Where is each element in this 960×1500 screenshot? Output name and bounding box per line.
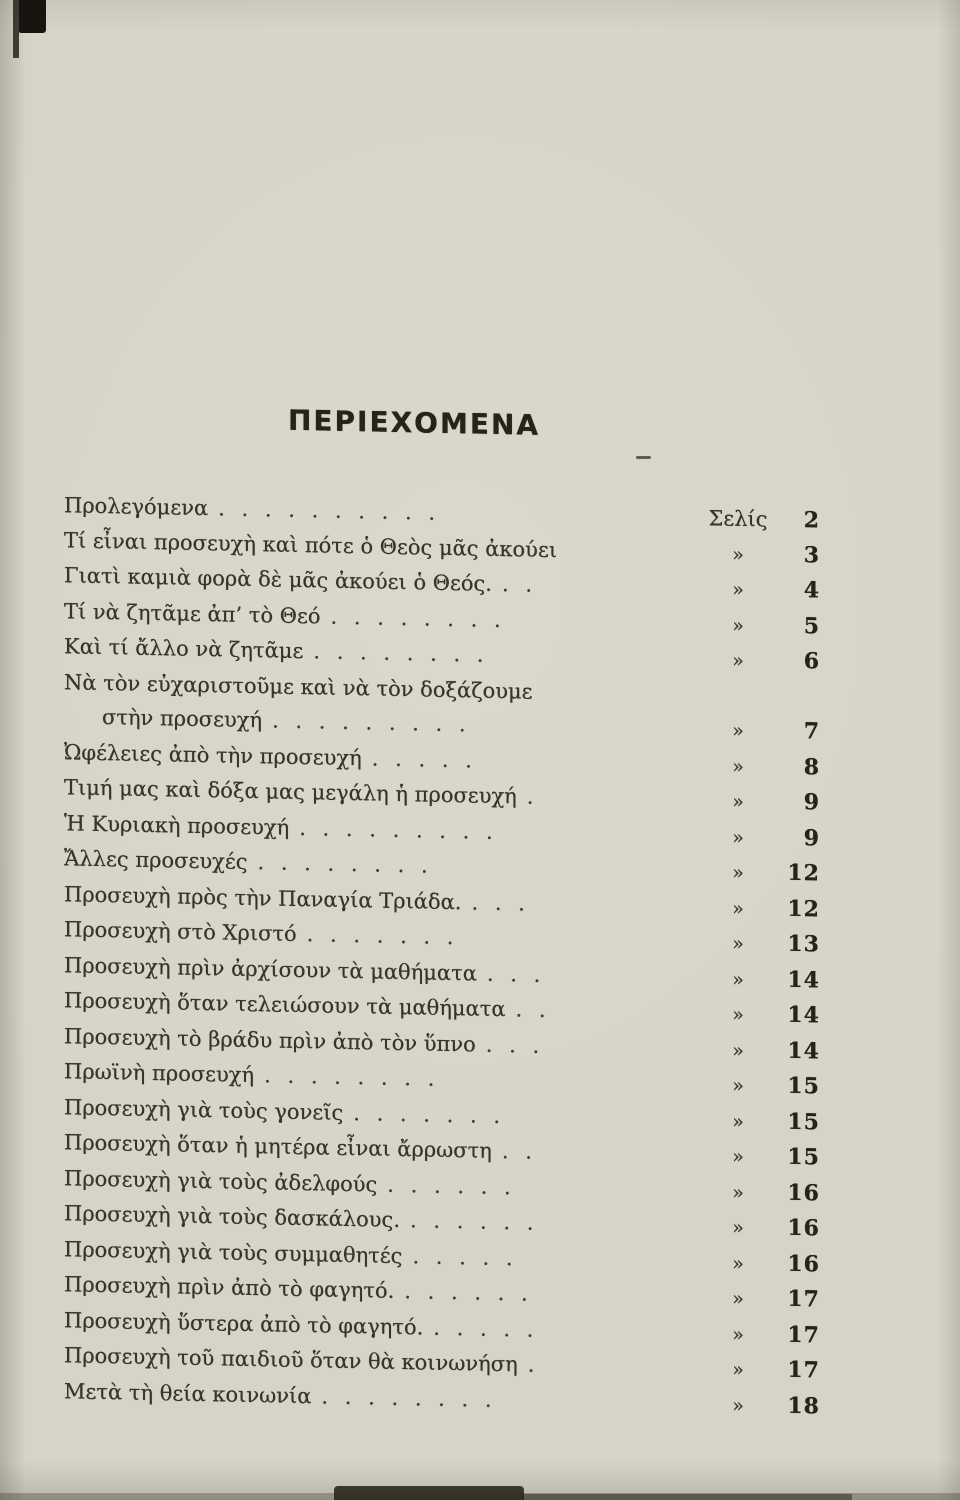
dot-leader: . . . . . [412,1243,514,1270]
page-number: 2 [803,507,820,534]
dot-leader: . . . . . . . . . [272,708,467,737]
page-number: 17 [787,1285,820,1313]
page-number: 15 [787,1072,820,1100]
dot-leader: . . . . . . . . . . [218,496,437,525]
page-number: 14 [787,1037,820,1064]
page-number: 4 [803,577,820,604]
toc-entry-text: Προσευχὴ τὸ βράδυ πρὶν ἀπὸ τὸν ὕπνο [64,1023,476,1057]
toc-entry-text: Προσευχὴ πρὸς τὴν Παναγία Τριάδα. [64,881,462,914]
page-number: 8 [803,753,820,780]
page-marker: » [732,755,744,778]
toc-entry-text: Ὠφέλειες ἀπὸ τὴν προσευχή [64,739,362,770]
toc-entry-text: Τί νὰ ζητᾶμε ἀπ’ τὸ Θεό [64,598,321,628]
dot-leader: . . . . . . . [353,1100,501,1128]
dot-leader [557,557,706,560]
page-marker: » [732,861,744,884]
toc-entry-text: Προσευχὴ γιὰ τοὺς ἀδελφούς [64,1165,378,1197]
dot-leader: . . . . . . [387,1172,512,1199]
page-number: 12 [787,859,820,887]
page-marker: » [732,968,744,991]
page-number: 7 [803,718,820,745]
toc-entry-text: Προσευχὴ γιὰ τοὺς δασκάλους. [64,1201,400,1233]
dot-leader: . . . . . [433,1315,535,1342]
page-number: 14 [787,1001,820,1029]
dot-leader: . . . [486,961,542,987]
page-number: 16 [787,1250,820,1277]
page-marker: » [732,932,744,955]
page-number: 13 [787,930,820,958]
page-marker: » [732,826,744,849]
dot-leader: . . [501,572,533,597]
page-marker: Σελίς [708,506,768,532]
dot-leader: . . . . . . . . [313,639,485,667]
dot-leader: . . . . . . . . [257,850,429,878]
dot-leader: . . . . . [371,745,473,772]
toc-list [64,488,820,1424]
toc-entry-text: Προσευχὴ γιὰ τοὺς γονεῖς [64,1094,344,1125]
page-marker: » [732,1074,744,1097]
page-number: 12 [787,895,820,922]
dot-leader: . . . . . . . . [264,1063,436,1091]
page-marker: » [732,897,744,920]
toc-entry-first-line: Νὰ τὸν εὐχαριστοῦμε καὶ νὰ τὸν δοξάζουμε [64,669,533,704]
page-marker: » [732,1358,744,1381]
page-marker: » [732,719,744,742]
page-marker: » [732,1181,744,1204]
toc-title: ΠΕΡΙΕΧΟΜΕΝΑ [287,403,541,442]
dot-leader: . . . . . . . . . [299,815,494,844]
page-number: 9 [803,789,820,816]
page-marker: » [732,790,744,813]
toc-entry-text: Ἡ Κυριακὴ προσευχή [64,810,290,840]
toc-entry-text: Προσευχὴ γιὰ τοὺς συμμαθητές [64,1236,403,1268]
toc-entry-text: Πρωϊνὴ προσευχή [64,1059,255,1088]
toc-entry-text: Προσευχὴ στὸ Χριστό [64,917,297,946]
dot-leader: . . [501,1139,533,1164]
page-marker: » [732,1323,744,1346]
page-number: 17 [787,1356,820,1384]
page-marker: » [732,1252,744,1275]
toc-entry-text: Προσευχὴ τοῦ παιδιοῦ ὅταν θὰ κοινωνήση [64,1343,518,1377]
page-number: 5 [803,612,820,639]
page-marker: » [732,614,744,637]
dot-leader: . . [515,997,547,1022]
toc-entry-text: Προσευχὴ πρὶν ἀπὸ τὸ φαγητό. [64,1272,395,1303]
dot-leader: . . . . . . . [306,922,455,950]
page-number: 16 [787,1179,820,1206]
page-marker: » [732,1003,744,1026]
dot-leader: . . . . . . [410,1208,535,1235]
toc-entry-text: Προσευχὴ ὅταν τελειώσουν τὰ μαθήματα [64,988,506,1022]
page-marker: » [732,1216,744,1239]
page-number: 3 [803,541,820,568]
page-number: 15 [787,1108,820,1135]
toc-entry-text: Προσευχὴ ὅταν ἡ μητέρα εἶναι ἄρρωστη [64,1130,492,1163]
toc-entry-text: Ἄλλες προσευχές [64,846,248,874]
page-marker: » [732,1145,744,1168]
page-marker: » [732,1110,744,1133]
dot-leader: . . . [485,1032,541,1058]
ink-smudge [334,1486,524,1500]
page-number: 6 [803,648,820,675]
page-number: 16 [787,1214,820,1242]
page-marker: » [732,649,744,672]
page-marker: » [732,578,744,601]
ink-smudge [522,1494,852,1500]
dot-leader: . . . . . . . . [330,604,502,632]
page-number: 9 [803,824,820,851]
toc-entry-text: Τί εἶναι προσευχὴ καὶ πότε ὁ Θεὸς μᾶς ἀκούει [64,527,558,562]
page-marker: » [732,1287,744,1310]
page-marker: » [732,1394,744,1417]
page-marker: » [732,543,744,566]
toc-entry-text: Προλεγόμενα [64,493,209,521]
dot-leader: . . . . . . [404,1279,529,1306]
toc-entry-text: Γιατὶ καμιὰ φορὰ δὲ μᾶς ἀκούει ὁ Θεός. [64,563,492,596]
page-number: 18 [787,1392,820,1419]
toc-entry-text: Μετὰ τὴ θεία κοινωνία [64,1378,312,1408]
dot-leader: . [526,784,535,809]
dot-leader: . [527,1352,536,1377]
toc-entry-text: Τιμή μας καὶ δόξα μας μεγάλη ἡ προσευχή [64,775,517,809]
toc-entry-text: Καὶ τί ἄλλο νὰ ζητᾶμε [64,634,304,664]
toc-entry-text: στὴν προσευχή [102,705,263,733]
toc-entry-text: Προσευχὴ ὕστερα ἀπὸ τὸ φαγητό. [64,1307,424,1339]
toc-entry-text: Προσευχὴ πρὶν ἀρχίσουν τὰ μαθήματα [64,952,477,986]
page-number: 17 [787,1321,820,1348]
dot-leader: . . . [471,889,526,916]
page-number: 14 [787,966,820,993]
page-marker: » [732,1039,744,1062]
page-number: 15 [787,1143,820,1171]
dot-leader: . . . . . . . . [321,1383,493,1412]
